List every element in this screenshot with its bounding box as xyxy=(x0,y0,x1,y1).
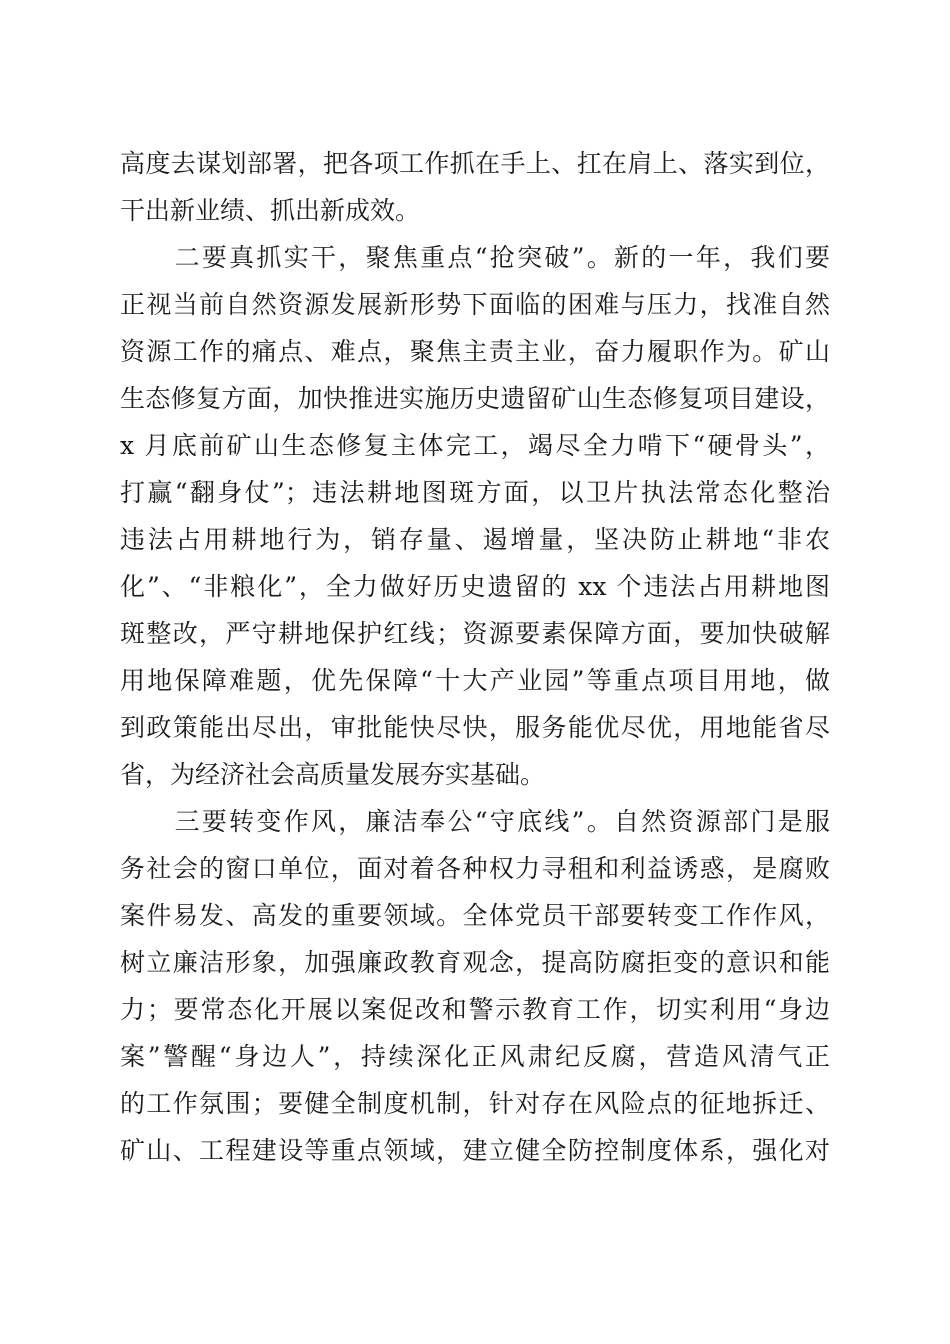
text-line: 打赢“翻身仗”；违法耕地图斑方面，以卫片执法常态化整治 xyxy=(120,478,830,507)
text-line: 树立廉洁形象，加强廉政教育观念，提高防腐拒变的意识和能 xyxy=(120,948,830,977)
text-line: 生态修复方面，加快推进实施历史遗留矿山生态修复项目建设， xyxy=(120,384,830,413)
text-line: 三要转变作风，廉洁奉公“守底线”。自然资源部门是服 xyxy=(120,807,830,836)
paragraph-1 xyxy=(120,140,830,234)
text-line: 到政策能出尽出，审批能快尽快，服务能优尽优，用地能省尽 xyxy=(120,713,830,742)
text-line: 案”警醒“身边人”，持续深化正风肃纪反腐，营造风清气正 xyxy=(120,1042,830,1071)
text-line: 化”、“非粮化”，全力做好历史遗留的 xx 个违法占用耕地图 xyxy=(120,572,830,601)
text-line: 矿山、工程建设等重点领域，建立健全防控制度体系，强化对 xyxy=(120,1136,830,1165)
paragraph-3 xyxy=(120,798,830,1174)
text-line: 省，为经济社会高质量发展夯实基础。 xyxy=(120,760,546,789)
text-line: x 月底前矿山生态修复主体完工，竭尽全力啃下“硬骨头”， xyxy=(120,431,830,460)
text-line: 正视当前自然资源发展新形势下面临的困难与压力，找准自然 xyxy=(120,290,830,319)
text-line: 干出新业绩、抓出新成效。 xyxy=(120,196,421,225)
text-line: 用地保障难题，优先保障“十大产业园”等重点项目用地，做 xyxy=(120,666,830,695)
body-text xyxy=(120,140,830,1174)
text-line: 斑整改，严守耕地保护红线；资源要素保障方面，要加快破解 xyxy=(120,619,830,648)
text-line: 力；要常态化开展以案促改和警示教育工作，切实利用“身边 xyxy=(120,995,830,1024)
text-line: 的工作氛围；要健全制度机制，针对存在风险点的征地拆迁、 xyxy=(120,1089,830,1118)
text-line: 二要真抓实干，聚焦重点“抢突破”。新的一年，我们要 xyxy=(120,243,830,272)
text-line: 资源工作的痛点、难点，聚焦主责主业，奋力履职作为。矿山 xyxy=(120,337,830,366)
text-line: 案件易发、高发的重要领域。全体党员干部要转变工作作风， xyxy=(120,901,830,930)
text-line: 务社会的窗口单位，面对着各种权力寻租和利益诱惑，是腐败 xyxy=(120,854,830,883)
text-line: 高度去谋划部署，把各项工作抓在手上、扛在肩上、落实到位， xyxy=(120,149,830,178)
text-line: 违法占用耕地行为，销存量、遏增量，坚决防止耕地“非农 xyxy=(120,525,830,554)
paragraph-2 xyxy=(120,234,830,798)
